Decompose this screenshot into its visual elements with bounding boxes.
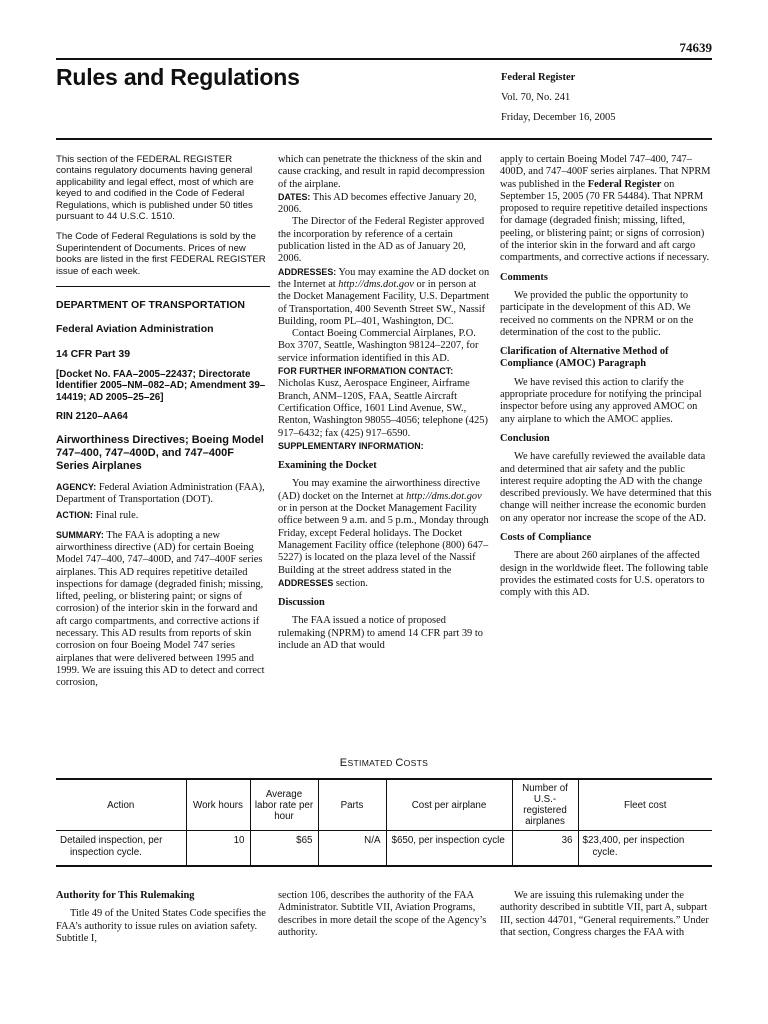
amoc-paragraph: We have revised this action to clarify the appropriate procedure for notifying the principal inspector before using any approved AMOC on any airplane to which the AMOC applies.: [500, 376, 702, 425]
conclusion-heading: Conclusion: [500, 432, 550, 444]
page-number: 74639: [679, 40, 712, 55]
table-title: ESTIMATED COSTS: [339, 757, 429, 769]
nprm-paragraph: apply to certain Boeing Model 747–400, 747–400D, and 747–400F series airplanes. That NPRM was published in the Federal Register on September 15, 2005 (70 FR 54484). That NPRM proposed to require repetitive detailed inspections for damage (degraded finish; missing, lifted, peeling, or blistering paint; or signs of corrosion) of the interior skin in the forward and aft cargo compartments, and corrective actions if necessary.: [500, 154, 711, 264]
info-box-paragraph-2: The Code of Federal Regulations is sold by the Superintendent of Documents. Prices of new books are listed in the first FEDERAL REGISTER issue of each week.: [56, 231, 266, 277]
dates-paragraph: DATES: This AD becomes effective January 20, 2006.: [278, 191, 477, 216]
supplementary-label: SUPPLEMENTARY INFORMATION:: [278, 440, 424, 451]
comments-paragraph: We provided the public the opportunity to participate in the development of this AD. We received no comments on the NPRM or on the determination of the cost to the public.: [500, 289, 694, 338]
cell-fleet-cost: $23,400, per inspection cycle.: [578, 831, 712, 867]
conclusion-paragraph: We have carefully reviewed the available data and determined that air safety and the public interest require adopting the AD with the change described previously. We have determined that this change will neither increase the economic burden on any operator nor increase the scope of the AD.: [500, 451, 712, 524]
costs-heading: Costs of Compliance: [500, 532, 592, 544]
estimated-costs-table: [56, 778, 712, 867]
examining-heading: Examining the Docket: [278, 460, 377, 472]
publication-name: Federal Register: [501, 72, 576, 83]
docket-url-link-2[interactable]: http://dms.dot.gov: [406, 490, 482, 502]
authority-paragraph-3: We are issuing this rulemaking under the authority described in subtitle VII, part A, subpart III, section 44701, “General requirements.” Under that section, Congress charges the FAA with: [500, 890, 709, 938]
ad-title: Airworthiness Directives; Boeing Model 747–400, 747–400D, and 747–400F Series Airplanes: [56, 433, 264, 472]
cell-cost-per-airplane: $650, per inspection cycle: [386, 831, 512, 867]
discussion-heading: Discussion: [278, 597, 325, 609]
header-cost-per-airplane: Cost per airplane: [386, 779, 512, 831]
cfr-part-heading: 14 CFR Part 39: [56, 347, 131, 360]
agency-paragraph: AGENCY: Federal Aviation Administration (FAA), Department of Transportation (DOT).: [56, 481, 265, 506]
authority-heading: Authority for This Rulemaking: [56, 890, 195, 901]
bottom-column-1: [56, 890, 270, 945]
info-box-rule: [56, 286, 270, 287]
header-fleet-cost: Fleet cost: [578, 779, 712, 831]
addresses-paragraph: ADDRESSES: You may examine the AD docket on the Internet at http://dms.dot.gov or in person at the Docket Management Facility, U.S. Department of Transportation, 400 Seventh Street SW., Nassif Building, room PL–401, Washington, DC.: [278, 266, 490, 327]
authority-paragraph-1: Title 49 of the United States Code specifies the FAA’s authority to issue rules on aviation safety. Subtitle I,: [56, 908, 266, 944]
header-parts: Parts: [318, 779, 386, 831]
bottom-column-2: [278, 890, 490, 939]
header-registered-airplanes: Number of U.S.-registered airplanes: [512, 779, 578, 831]
column-3: [500, 154, 712, 600]
agency-heading: Federal Aviation Administration: [56, 323, 214, 336]
cell-work-hours: 10: [186, 831, 250, 867]
estimated-costs-section: [56, 757, 712, 867]
masthead-rule: [56, 138, 712, 140]
header-action: Action: [107, 799, 135, 811]
header-work-hours: Work hours: [186, 779, 250, 831]
summary-continued: which can penetrate the thickness of the skin and cause cracking, and result in rapid decompression of the airplane.: [278, 154, 485, 190]
cell-parts: N/A: [318, 831, 386, 867]
comments-heading: Comments: [500, 271, 548, 283]
cell-registered-airplanes: 36: [512, 831, 578, 867]
column-2: [278, 154, 490, 652]
cell-labor-rate: $65: [250, 831, 318, 867]
summary-paragraph: SUMMARY: The FAA is adopting a new airworthiness directive (AD) for certain Boeing Model 747–400, 747–400D, and 747–400F series airplanes. This AD requires repetitive detailed inspections for damage (degraded finish; missing, lifted, peeling, or blistering paint; or signs of corrosion) of the interior skin in the forward and aft cargo compartments, and corrective actions if necessary. This AD results from reports of skin corrosion on four Boeing Model 747 series airplanes that were delivered between 1995 and 1999. We are issuing this AD to detect and correct corrosion,: [56, 529, 265, 689]
cell-action: Detailed inspection, per inspection cycle.: [60, 835, 163, 858]
publication-date: Friday, December 16, 2005: [501, 112, 616, 123]
table-header-row: [56, 779, 712, 831]
further-info-paragraph: FOR FURTHER INFORMATION CONTACT: Nicholas Kusz, Aerospace Engineer, Airframe Branch, ANM–120S, FAA, Seattle Aircraft Certification Office, 1601 Lind Avenue, SW., Renton, Washington 98055–4056; telephone (425) 917–6432; fax (425) 917–6590.: [278, 366, 488, 439]
docket-number: [Docket No. FAA–2005–22437; Directorate Identifier 2005–NM–082–AD; Amendment 39–14419; AD 2005–25–26]: [56, 368, 266, 403]
examining-paragraph: You may examine the airworthiness directive (AD) docket on the Internet at http://dms.dot.gov or in person at the Docket Management Facility office between 9 a.m. and 5 p.m., Monday through Friday, except Federal holidays. The Docket Management Facility office (telephone (800) 647–5227) is located on the plaza level of the Nassif Building at the street address stated in the ADDRESSES section.: [278, 478, 489, 589]
boeing-contact-paragraph: Contact Boeing Commercial Airplanes, P.O. Box 3707, Seattle, Washington 98124–2207, for service information identified in this AD.: [278, 328, 479, 364]
director-paragraph: The Director of the Federal Register approved the incorporation by reference of a certain publication listed in the AD as of January 20, 2006.: [278, 216, 485, 265]
column-1: [56, 154, 270, 693]
section-title: Rules and Regulations: [56, 64, 300, 90]
publication-block: [501, 71, 616, 131]
action-paragraph: ACTION: Final rule.: [56, 510, 139, 522]
rin-number: RIN 2120–AA64: [56, 411, 128, 423]
discussion-paragraph: The FAA issued a notice of proposed rulemaking (NPRM) to amend 14 CFR part 39 to include an AD that would: [278, 615, 483, 651]
authority-paragraph-2: section 106, describes the authority of the FAA Administrator. Subtitle VII, Aviation Programs, describes in more detail the scope of the Agency’s authority.: [278, 890, 487, 938]
costs-paragraph: There are about 260 airplanes of the affected design in the worldwide fleet. The following table provides the estimated costs for U.S. operators to comply with this AD.: [500, 550, 709, 599]
amoc-heading: Clarification of Alternative Method of Compliance (AMOC) Paragraph: [500, 346, 669, 370]
header-rule: [56, 58, 712, 60]
bottom-column-3: [500, 890, 712, 939]
table-row: [56, 831, 712, 867]
volume-number: Vol. 70, No. 241: [501, 92, 571, 103]
info-box-paragraph-1: This section of the FEDERAL REGISTER contains regulatory documents having general applicability and legal effect, most of which are keyed to and codified in the Code of Federal Regulations, which is published under 50 titles pursuant to 44 U.S.C. 1510.: [56, 154, 254, 223]
department-heading: DEPARTMENT OF TRANSPORTATION: [56, 299, 245, 312]
header-labor-rate: Average labor rate per hour: [250, 779, 318, 831]
docket-url-link[interactable]: http://dms.dot.gov: [338, 278, 414, 290]
